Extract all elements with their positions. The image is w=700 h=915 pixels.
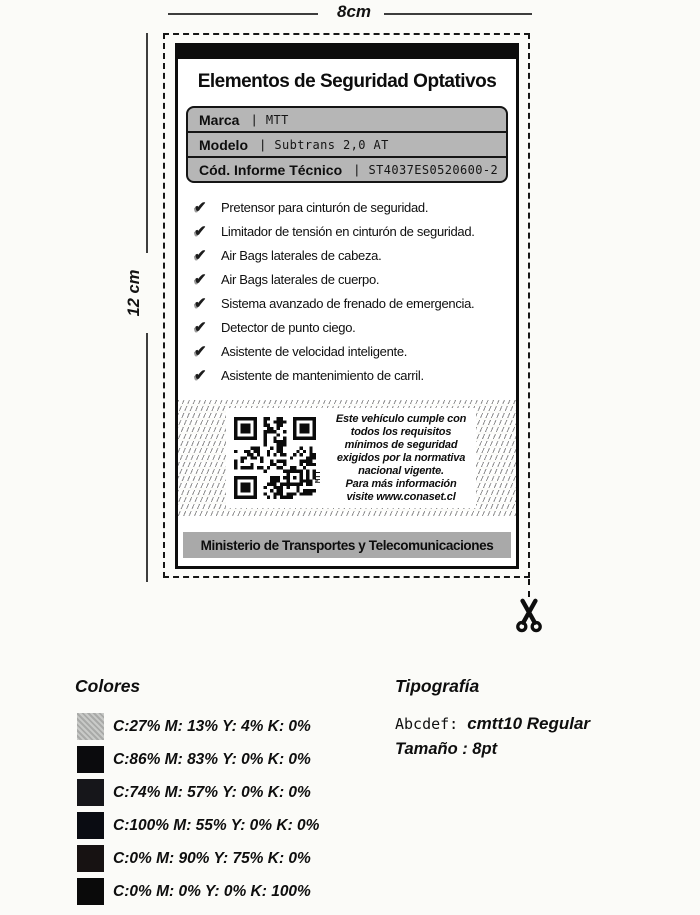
height-ruler-line-top (146, 33, 148, 253)
row-label: Marca (199, 111, 240, 128)
color-swatch (77, 779, 104, 806)
safety-checklist (178, 200, 516, 384)
check-icon: ✔ (194, 367, 207, 384)
row-label: Modelo (199, 136, 248, 153)
check-icon: ✔ (194, 295, 207, 312)
font-sample-text: Abcdef: (395, 715, 459, 733)
color-swatch (77, 878, 104, 905)
font-size-label: Tamaño : 8pt (395, 740, 498, 758)
ministry-footer-bar: Ministerio de Transportes y Telecomunicaciones (183, 532, 511, 558)
cmyk-label: C:0% M: 90% Y: 75% K: 0% (113, 849, 311, 867)
check-icon: ✔ (194, 223, 207, 240)
check-icon: ✔ (194, 271, 207, 288)
color-row (77, 878, 319, 905)
checklist-item-text: Pretensor para cinturón de seguridad. (221, 200, 429, 215)
checklist-item-text: Limitador de tensión en cinturón de seguridad. (221, 224, 475, 239)
scissors-dash-line (528, 579, 530, 597)
cmyk-label: C:86% M: 83% Y: 0% K: 0% (113, 750, 311, 768)
table-row-modelo (188, 131, 506, 156)
checklist-item (194, 320, 516, 336)
height-dimension-label: 12 cm (124, 269, 143, 317)
qr-message-last-line: visite www.conaset.cl (346, 490, 456, 503)
width-ruler-line-right (384, 13, 532, 15)
conaset-url-text: www.conaset.cl (376, 490, 456, 503)
qr-message (327, 413, 475, 504)
qr-message-line: nacional vigente. (358, 464, 444, 477)
typography-sample-line (395, 714, 590, 734)
checklist-item (194, 272, 516, 288)
cmyk-label: C:27% M: 13% Y: 4% K: 0% (113, 717, 311, 735)
color-row (77, 812, 319, 839)
checklist-item-text: Air Bags laterales de cabeza. (221, 248, 382, 263)
height-ruler-line-bottom (146, 333, 148, 582)
color-swatch (77, 713, 104, 740)
checklist-item-text: Detector de punto ciego. (221, 320, 356, 335)
vehicle-info-table (186, 106, 508, 183)
color-row (77, 779, 319, 806)
color-swatch (77, 812, 104, 839)
qr-message-line: Para más información (345, 477, 457, 490)
table-row-cod-informe (188, 156, 506, 181)
separator: | (261, 137, 265, 152)
qr-side-label: MTT (314, 470, 322, 483)
checklist-item (194, 368, 516, 384)
scissors-icon (513, 597, 545, 633)
row-label: Cód. Informe Técnico (199, 161, 343, 178)
card-top-bar (178, 46, 516, 59)
qr-message-line: exigidos por la normativa (336, 451, 466, 464)
qr-panel (226, 408, 476, 508)
checklist-item (194, 248, 516, 264)
color-swatch-list (77, 713, 319, 911)
qr-code-icon (234, 417, 316, 499)
checklist-item-text: Sistema avanzado de frenado de emergencia. (221, 296, 475, 311)
color-row (77, 845, 319, 872)
color-swatch (77, 845, 104, 872)
separator: | (252, 112, 256, 127)
check-icon: ✔ (194, 199, 207, 216)
row-value: Subtrans 2,0 AT (274, 137, 389, 152)
row-value: MTT (265, 112, 289, 127)
width-ruler-line-left (168, 13, 318, 15)
qr-message-line: todos los requisitos (350, 425, 452, 438)
card-title: Elementos de Seguridad Optativos (197, 71, 497, 92)
checklist-item (194, 200, 516, 216)
qr-hatched-band (178, 400, 516, 516)
cmyk-label: C:0% M: 0% Y: 0% K: 100% (113, 882, 311, 900)
cmyk-label: C:100% M: 55% Y: 0% K: 0% (113, 816, 320, 834)
color-row (77, 746, 319, 773)
qr-message-line: Este vehículo cumple con (335, 412, 467, 425)
color-row (77, 713, 319, 740)
checklist-item-text: Asistente de mantenimiento de carril. (221, 368, 424, 383)
typography-section-heading: Tipografía (395, 676, 480, 696)
row-value: ST4037ES0520600-2 (368, 162, 499, 177)
check-icon: ✔ (194, 319, 207, 336)
color-swatch (77, 746, 104, 773)
qr-message-line: mínimos de seguridad (344, 438, 458, 451)
checklist-item-text: Air Bags laterales de cuerpo. (221, 272, 380, 287)
checklist-item (194, 344, 516, 360)
font-name: cmtt10 Regular (467, 714, 591, 733)
width-dimension-label: 8cm (336, 2, 372, 21)
checklist-item-text: Asistente de velocidad inteligente. (221, 344, 408, 359)
check-icon: ✔ (194, 247, 207, 264)
check-icon: ✔ (194, 343, 207, 360)
table-row-marca (188, 108, 506, 131)
checklist-item (194, 296, 516, 312)
separator: | (355, 162, 359, 177)
safety-label-card (175, 43, 519, 569)
cmyk-label: C:74% M: 57% Y: 0% K: 0% (113, 783, 311, 801)
checklist-item (194, 224, 516, 240)
colors-section-heading: Colores (75, 676, 141, 696)
